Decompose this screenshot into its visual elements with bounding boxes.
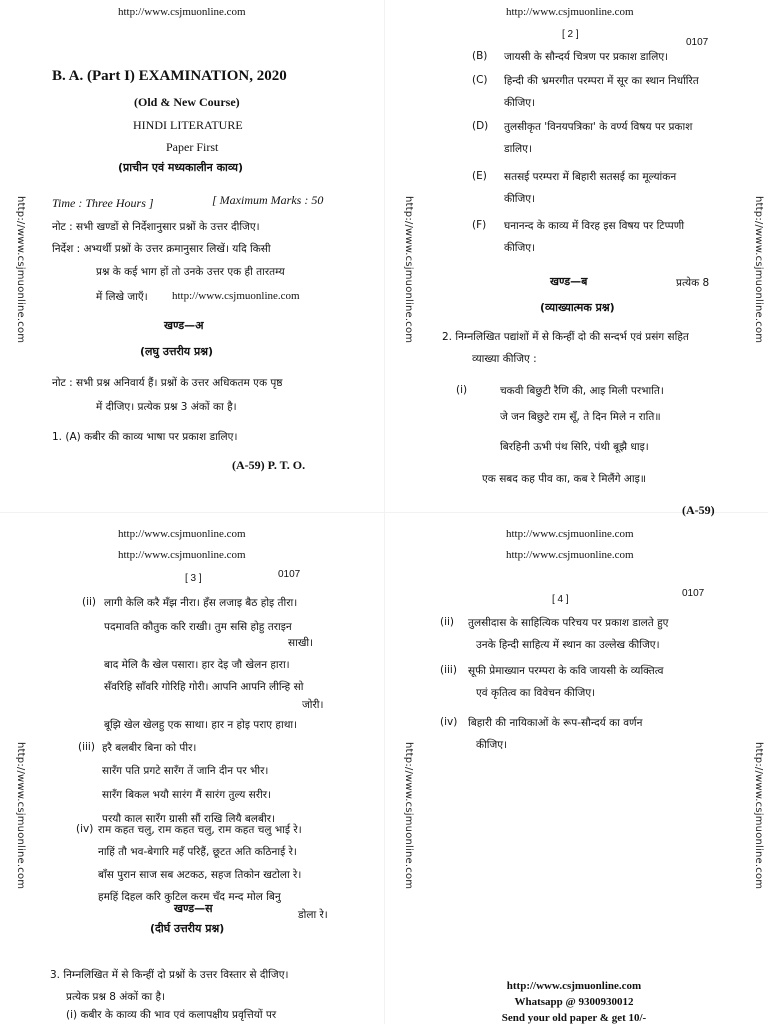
question-label: (iv) [440,716,458,728]
question-text: कीजिए। [504,242,536,254]
question-text: कीजिए। [476,739,508,751]
verse-line: चकवी बिछुटी रैणि की, आइ मिली परभाति। [500,385,664,397]
verse-line: परयौ काल सारँग ग्रासी सौं राखि लियै बलबीर। [102,813,275,825]
question-1a: 1. (A) कबीर की काव्य भाषा पर प्रकाश डालिए। [52,431,238,443]
note-1: नोट : सभी खण्डों से निर्देशानुसार प्रश्नों के उत्तर दीजिए। [52,221,260,233]
course-type: (Old & New Course) [134,95,240,109]
page-url-2: http://www.csjmuonline.com [506,549,634,561]
verse-line: सारँग बिकल भयौ सारंग मैं सारंग तुल्य सरीर। [102,789,272,801]
paper-code: 0107 [686,37,709,48]
question-label: (iii) [440,664,457,676]
section-c-subheading: (दीर्घ उत्तरीय प्रश्न) [150,922,225,935]
paper-title-hindi: (प्राचीन एवं मध्यकालीन काव्य) [118,161,244,174]
verse-label: (i) [456,384,468,396]
question-text: तुलसीदास के साहित्यिक परिचय पर प्रकाश डालते हुए [468,617,669,629]
footer-whatsapp: Whatsapp @ 9300930012 [514,996,634,1008]
question-text: हिन्दी की भ्रमरगीत परम्परा में सूर का स्थान निर्धारित [504,75,699,87]
question-3-line-1: 3. निम्नलिखित में से किन्हीं दो प्रश्नों के उत्तर विस्तार से दीजिए। [50,969,289,981]
page-url-1: http://www.csjmuonline.com [506,528,634,540]
question-text: कीजिए। [504,193,536,205]
question-text: डालिए। [504,143,532,155]
verse-label: (iii) [78,741,95,753]
page-footer: (A-59) [682,503,715,517]
verse-line: हरै बलबीर बिना को पीर। [102,742,197,754]
question-text: जायसी के सौन्दर्य चित्रण पर प्रकाश डालिए। [504,51,669,63]
page-3 [0,512,384,1024]
time-allowed: Time : Three Hours ] [52,196,154,210]
footer-url: http://www.csjmuonline.com [506,980,642,992]
question-label: (D) [472,120,489,132]
page-number: [ 2 ] [562,29,579,40]
question-2-line-2: व्याख्या कीजिए : [472,353,537,365]
subject-name: HINDI LITERATURE [133,118,243,132]
verse-line: बूझि खेल खेलहु एक साथा। हार न होइ पराए हाथा। [104,719,298,731]
instruction-line-1: निर्देश : अभ्यर्थी प्रश्नों के उत्तर क्रमानुसार लिखें। यदि किसी [52,243,271,255]
section-c-heading: खण्ड—स [174,902,213,915]
page-1 [0,0,384,512]
question-label: (F) [472,219,487,231]
instruction-line-3: में लिखे जाएँ। [96,291,148,303]
verse-line: सँवरिहि साँवरि गोरिहि गोरी। आपनि आपनि लीन्हि सो [104,681,304,693]
question-text: घनानन्द के काव्य में विरह इस विषय पर टिप्पणी [504,220,685,232]
page-footer: (A-59) P. T. O. [232,458,306,472]
verse-line: डोला रे। [298,909,328,921]
exam-title: B. A. (Part I) EXAMINATION, 2020 [52,68,287,84]
verse-line: हमहिं दिहल करि कुटिल करम चँद मन्द मोल बिनु [98,891,281,903]
paper-code: 0107 [682,588,705,599]
verse-line: पदमावति कौतुक करि राखी। तुम ससि होहु तराइन [104,621,292,633]
verse-line: नाहिं तौ भव-बेगारि महँ परिहैं, छूटत अति कठिनाई रे। [98,846,297,858]
verse-line: लागी केलि करै मँझ नीरा। हँस लजाइ बैठ होइ तीरा। [104,597,298,609]
verse-line: साखी। [288,637,314,649]
question-text: बिहारी की नायिकाओं के रूप-सौन्दर्य का वर्णन [468,717,643,729]
question-text: कीजिए। [504,97,536,109]
question-label: (E) [472,170,487,182]
page-url: http://www.csjmuonline.com [118,6,246,18]
watermark-center-bottom: http://www.csjmuonline.com [403,742,414,890]
question-label: (ii) [440,616,455,628]
verse-line: जे जन बिछुटे राम सूँ, ते दिन मिले न राति॥ [500,411,661,423]
question-text: सतसई परम्परा में बिहारी सतसई का मूल्यांकन [504,171,677,183]
page-url: http://www.csjmuonline.com [506,6,634,18]
question-label: (B) [472,50,488,62]
question-text: एवं कृतित्व का विवेचन कीजिए। [476,687,596,699]
verse-line: जोरी। [302,699,324,711]
question-label: (C) [472,74,488,86]
verse-label: (ii) [82,596,97,608]
page-2 [384,0,768,517]
verse-line: बाद मेलि कै खेल पसारा। हार देइ जौ खेलन हारा। [104,659,290,671]
maximum-marks: [ Maximum Marks : 50 [212,193,324,207]
verse-line: एक सबद कह पीव का, कब रे मिलैंगे आइ॥ [482,473,647,485]
page-number: [ 4 ] [552,594,569,605]
watermark-right-bottom: http://www.csjmuonline.com [753,742,764,890]
instruction-url: http://www.csjmuonline.com [172,290,300,302]
verse-label: (iv) [76,823,94,835]
verse-line: बिरहिनी ऊभी पंथ सिरि, पंथी बूझै धाइ। [500,441,649,453]
section-b-subheading: (व्याख्यात्मक प्रश्न) [540,301,615,314]
watermark-left-bottom: http://www.csjmuonline.com [15,742,26,890]
section-b-marks: प्रत्येक 8 [676,277,710,289]
instruction-line-2: प्रश्न के कई भाग हों तो उनके उत्तर एक ही तारतम्य [96,266,285,278]
watermark-right-top: http://www.csjmuonline.com [753,196,764,344]
verse-line: राम कहत चलु, राम कहत चलु, राम कहत चलु भाई रे। [98,824,302,836]
question-2-line-1: 2. निम्नलिखित पद्यांशों में से किन्हीं दो की सन्दर्भ एवं प्रसंग सहित [442,331,689,343]
paper-name: Paper First [166,140,219,154]
note-2-line-1: नोट : सभी प्रश्न अनिवार्य हैं। प्रश्नों के उत्तर अधिकतम एक पृष्ठ [52,377,283,389]
section-a-subheading: (लघु उत्तरीय प्रश्न) [140,345,214,358]
section-a-heading: खण्ड—अ [164,319,204,332]
verse-line: सारँग पति प्रगटे सारँग तें जानि दीन पर भीर। [102,765,269,777]
page-4 [384,512,768,1024]
question-text: तुलसीकृत 'विनयपत्रिका' के वर्ण्य विषय पर प्रकाश [504,121,693,133]
question-3-line-2: प्रत्येक प्रश्न 8 अंकों का है। [66,991,166,1003]
question-text: सूफी प्रेमाख्यान परम्परा के कवि जायसी के व्यक्तित्व [468,665,664,677]
verse-line: बाँस पुरान साज सब अटकठ, सहज तिकोन खटोला रे। [98,869,302,881]
watermark-left-top: http://www.csjmuonline.com [15,196,26,344]
page-url-1: http://www.csjmuonline.com [118,528,246,540]
watermark-center-top: http://www.csjmuonline.com [403,196,414,344]
footer-offer: Send your old paper & get 10/- [501,1012,647,1024]
question-3-i: (i) कबीर के काव्य की भाव एवं कलापक्षीय प्रवृत्तियों पर [66,1009,277,1021]
paper-code: 0107 [278,569,301,580]
section-b-heading: खण्ड—ब [550,275,588,288]
page-number: [ 3 ] [185,573,202,584]
question-text: उनके हिन्दी साहित्य में स्थान का उल्लेख कीजिए। [476,639,660,651]
page-url-2: http://www.csjmuonline.com [118,549,246,561]
note-2-line-2: में दीजिए। प्रत्येक प्रश्न 3 अंकों का है। [96,401,237,413]
